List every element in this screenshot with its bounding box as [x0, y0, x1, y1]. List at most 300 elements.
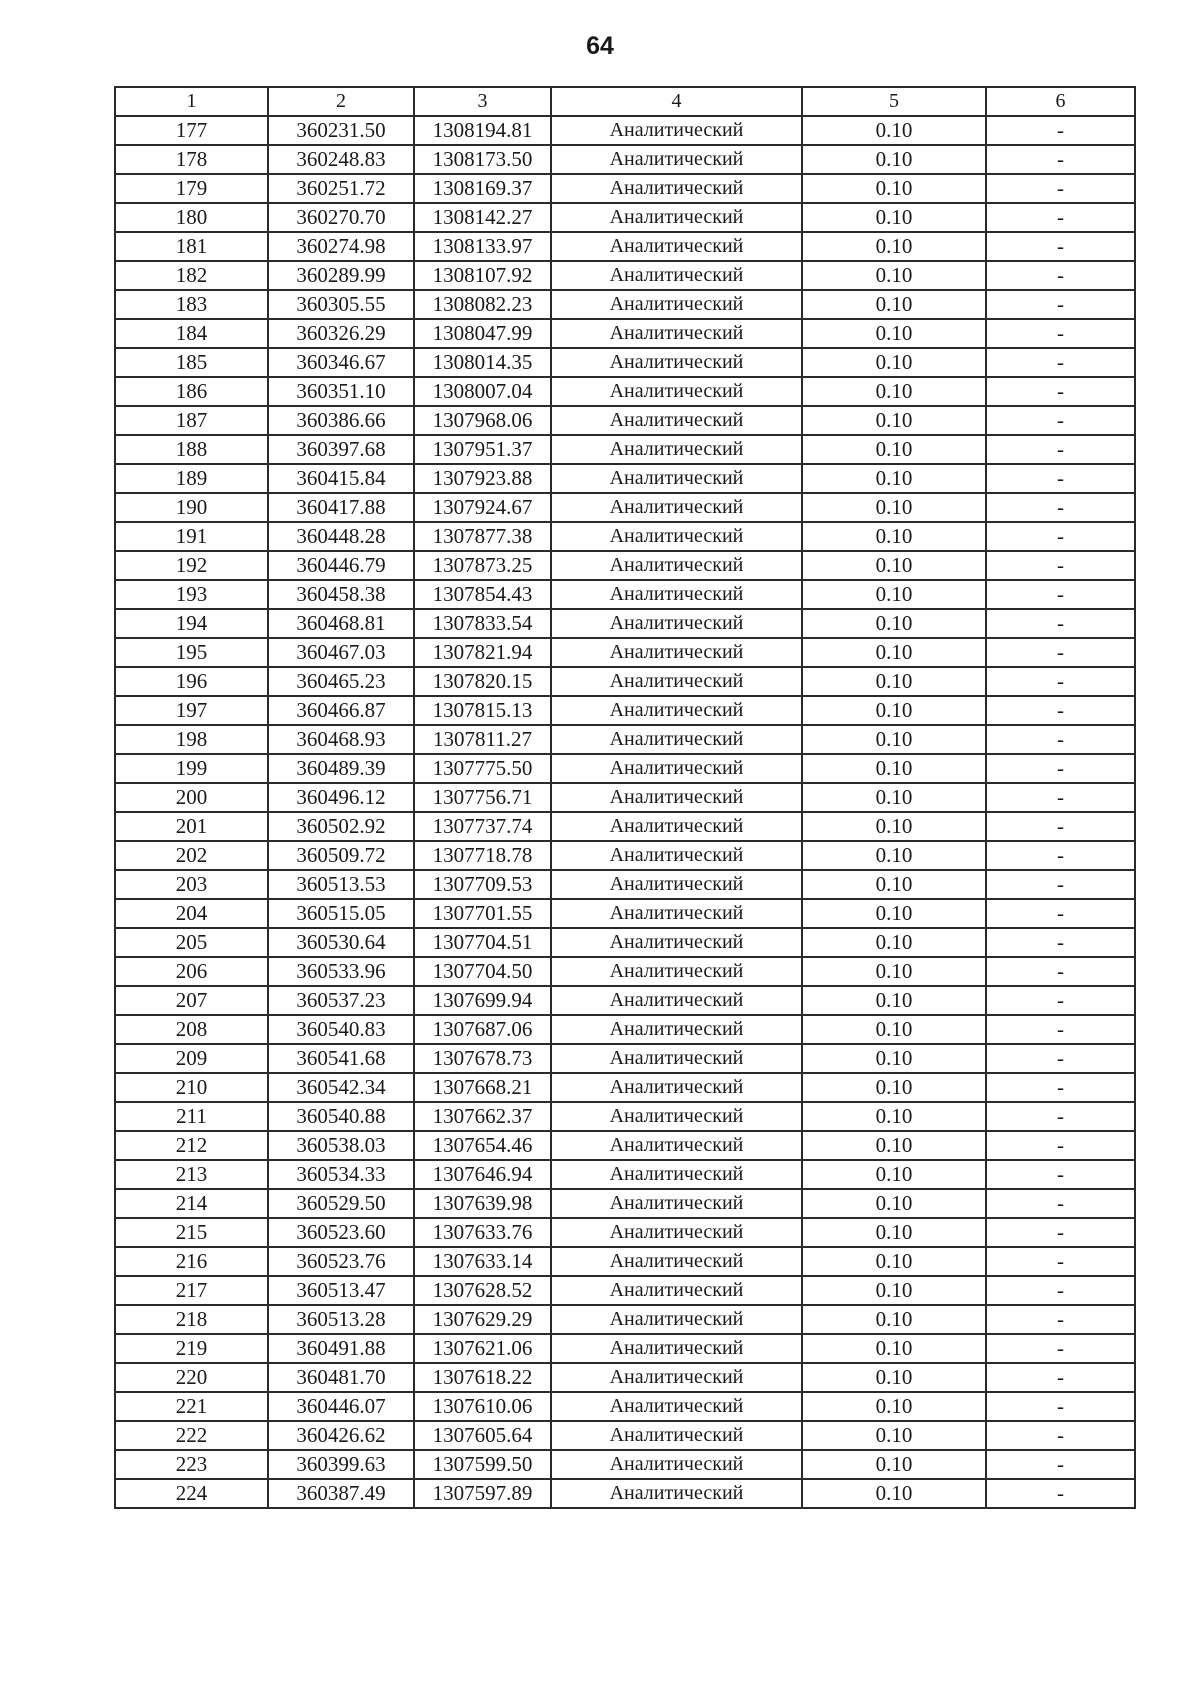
point-number-cell: 205 — [115, 928, 268, 957]
point-number-cell: 200 — [115, 783, 268, 812]
method-cell: Аналитический — [551, 435, 802, 464]
table-row — [115, 725, 1135, 754]
note-cell: - — [986, 1421, 1135, 1450]
method-cell: Аналитический — [551, 1421, 802, 1450]
x-coordinate-cell: 360351.10 — [268, 377, 414, 406]
table-row — [115, 145, 1135, 174]
table-row — [115, 899, 1135, 928]
point-number-cell: 184 — [115, 319, 268, 348]
note-cell: - — [986, 1073, 1135, 1102]
precision-cell: 0.10 — [802, 1044, 986, 1073]
table-row — [115, 435, 1135, 464]
x-coordinate-cell: 360326.29 — [268, 319, 414, 348]
y-coordinate-cell: 1307633.14 — [414, 1247, 551, 1276]
point-number-cell: 219 — [115, 1334, 268, 1363]
y-coordinate-cell: 1308014.35 — [414, 348, 551, 377]
method-cell: Аналитический — [551, 145, 802, 174]
precision-cell: 0.10 — [802, 899, 986, 928]
point-number-cell: 212 — [115, 1131, 268, 1160]
precision-cell: 0.10 — [802, 1392, 986, 1421]
method-cell: Аналитический — [551, 696, 802, 725]
note-cell: - — [986, 783, 1135, 812]
precision-cell: 0.10 — [802, 174, 986, 203]
x-coordinate-cell: 360496.12 — [268, 783, 414, 812]
method-cell: Аналитический — [551, 348, 802, 377]
precision-cell: 0.10 — [802, 1160, 986, 1189]
precision-cell: 0.10 — [802, 348, 986, 377]
table-body — [115, 116, 1135, 1508]
point-number-cell: 221 — [115, 1392, 268, 1421]
method-cell: Аналитический — [551, 754, 802, 783]
table-row — [115, 1334, 1135, 1363]
precision-cell: 0.10 — [802, 116, 986, 145]
table-row — [115, 1363, 1135, 1392]
note-cell: - — [986, 841, 1135, 870]
y-coordinate-cell: 1307621.06 — [414, 1334, 551, 1363]
note-cell: - — [986, 1160, 1135, 1189]
table-row — [115, 1276, 1135, 1305]
y-coordinate-cell: 1307687.06 — [414, 1015, 551, 1044]
point-number-cell: 220 — [115, 1363, 268, 1392]
y-coordinate-cell: 1308173.50 — [414, 145, 551, 174]
note-cell: - — [986, 986, 1135, 1015]
note-cell: - — [986, 870, 1135, 899]
precision-cell: 0.10 — [802, 812, 986, 841]
point-number-cell: 181 — [115, 232, 268, 261]
x-coordinate-cell: 360386.66 — [268, 406, 414, 435]
y-coordinate-cell: 1307877.38 — [414, 522, 551, 551]
table-row — [115, 754, 1135, 783]
note-cell: - — [986, 957, 1135, 986]
table-row — [115, 1044, 1135, 1073]
point-number-cell: 213 — [115, 1160, 268, 1189]
precision-cell: 0.10 — [802, 522, 986, 551]
x-coordinate-cell: 360540.83 — [268, 1015, 414, 1044]
point-number-cell: 194 — [115, 609, 268, 638]
point-number-cell: 201 — [115, 812, 268, 841]
point-number-cell: 210 — [115, 1073, 268, 1102]
table-row — [115, 203, 1135, 232]
x-coordinate-cell: 360465.23 — [268, 667, 414, 696]
precision-cell: 0.10 — [802, 1276, 986, 1305]
x-coordinate-cell: 360530.64 — [268, 928, 414, 957]
method-cell: Аналитический — [551, 1102, 802, 1131]
method-cell: Аналитический — [551, 812, 802, 841]
precision-cell: 0.10 — [802, 696, 986, 725]
note-cell: - — [986, 1218, 1135, 1247]
precision-cell: 0.10 — [802, 609, 986, 638]
x-coordinate-cell: 360458.38 — [268, 580, 414, 609]
y-coordinate-cell: 1307701.55 — [414, 899, 551, 928]
x-coordinate-cell: 360489.39 — [268, 754, 414, 783]
precision-cell: 0.10 — [802, 1305, 986, 1334]
method-cell: Аналитический — [551, 1218, 802, 1247]
note-cell: - — [986, 609, 1135, 638]
note-cell: - — [986, 1334, 1135, 1363]
x-coordinate-cell: 360399.63 — [268, 1450, 414, 1479]
y-coordinate-cell: 1307923.88 — [414, 464, 551, 493]
precision-cell: 0.10 — [802, 1073, 986, 1102]
note-cell: - — [986, 725, 1135, 754]
x-coordinate-cell: 360467.03 — [268, 638, 414, 667]
method-cell: Аналитический — [551, 1450, 802, 1479]
y-coordinate-cell: 1307951.37 — [414, 435, 551, 464]
y-coordinate-cell: 1307756.71 — [414, 783, 551, 812]
note-cell: - — [986, 406, 1135, 435]
x-coordinate-cell: 360541.68 — [268, 1044, 414, 1073]
table-row — [115, 1160, 1135, 1189]
point-number-cell: 216 — [115, 1247, 268, 1276]
table-row — [115, 232, 1135, 261]
table-row — [115, 1015, 1135, 1044]
note-cell: - — [986, 696, 1135, 725]
note-cell: - — [986, 812, 1135, 841]
point-number-cell: 222 — [115, 1421, 268, 1450]
x-coordinate-cell: 360417.88 — [268, 493, 414, 522]
note-cell: - — [986, 1450, 1135, 1479]
y-coordinate-cell: 1307599.50 — [414, 1450, 551, 1479]
precision-cell: 0.10 — [802, 319, 986, 348]
y-coordinate-cell: 1307968.06 — [414, 406, 551, 435]
note-cell: - — [986, 1305, 1135, 1334]
note-cell: - — [986, 928, 1135, 957]
table-row — [115, 609, 1135, 638]
point-number-cell: 187 — [115, 406, 268, 435]
table-row — [115, 348, 1135, 377]
table-row — [115, 522, 1135, 551]
point-number-cell: 203 — [115, 870, 268, 899]
point-number-cell: 189 — [115, 464, 268, 493]
precision-cell: 0.10 — [802, 1479, 986, 1508]
method-cell: Аналитический — [551, 1334, 802, 1363]
table-row — [115, 174, 1135, 203]
precision-cell: 0.10 — [802, 1189, 986, 1218]
header-row — [115, 87, 1135, 116]
note-cell: - — [986, 1044, 1135, 1073]
method-cell: Аналитический — [551, 261, 802, 290]
method-cell: Аналитический — [551, 1305, 802, 1334]
note-cell: - — [986, 1015, 1135, 1044]
point-number-cell: 202 — [115, 841, 268, 870]
y-coordinate-cell: 1307699.94 — [414, 986, 551, 1015]
table-row — [115, 1421, 1135, 1450]
note-cell: - — [986, 174, 1135, 203]
method-cell: Аналитический — [551, 1479, 802, 1508]
note-cell: - — [986, 1479, 1135, 1508]
y-coordinate-cell: 1307654.46 — [414, 1131, 551, 1160]
x-coordinate-cell: 360509.72 — [268, 841, 414, 870]
y-coordinate-cell: 1307873.25 — [414, 551, 551, 580]
point-number-cell: 195 — [115, 638, 268, 667]
note-cell: - — [986, 638, 1135, 667]
y-coordinate-cell: 1307646.94 — [414, 1160, 551, 1189]
note-cell: - — [986, 1392, 1135, 1421]
y-coordinate-cell: 1307704.51 — [414, 928, 551, 957]
x-coordinate-cell: 360534.33 — [268, 1160, 414, 1189]
point-number-cell: 207 — [115, 986, 268, 1015]
point-number-cell: 214 — [115, 1189, 268, 1218]
y-coordinate-cell: 1307854.43 — [414, 580, 551, 609]
table-row — [115, 1218, 1135, 1247]
note-cell: - — [986, 580, 1135, 609]
point-number-cell: 190 — [115, 493, 268, 522]
x-coordinate-cell: 360346.67 — [268, 348, 414, 377]
method-cell: Аналитический — [551, 551, 802, 580]
y-coordinate-cell: 1307633.76 — [414, 1218, 551, 1247]
precision-cell: 0.10 — [802, 1450, 986, 1479]
precision-cell: 0.10 — [802, 493, 986, 522]
note-cell: - — [986, 261, 1135, 290]
note-cell: - — [986, 1102, 1135, 1131]
header-cell-point-number: 1 — [115, 87, 268, 116]
point-number-cell: 185 — [115, 348, 268, 377]
y-coordinate-cell: 1307628.52 — [414, 1276, 551, 1305]
note-cell: - — [986, 493, 1135, 522]
precision-cell: 0.10 — [802, 1218, 986, 1247]
x-coordinate-cell: 360289.99 — [268, 261, 414, 290]
method-cell: Аналитический — [551, 580, 802, 609]
x-coordinate-cell: 360537.23 — [268, 986, 414, 1015]
precision-cell: 0.10 — [802, 406, 986, 435]
precision-cell: 0.10 — [802, 232, 986, 261]
table-row — [115, 928, 1135, 957]
table-row — [115, 1392, 1135, 1421]
point-number-cell: 180 — [115, 203, 268, 232]
x-coordinate-cell: 360491.88 — [268, 1334, 414, 1363]
table-row — [115, 696, 1135, 725]
x-coordinate-cell: 360446.79 — [268, 551, 414, 580]
x-coordinate-cell: 360523.76 — [268, 1247, 414, 1276]
note-cell: - — [986, 377, 1135, 406]
x-coordinate-cell: 360274.98 — [268, 232, 414, 261]
point-number-cell: 217 — [115, 1276, 268, 1305]
method-cell: Аналитический — [551, 1073, 802, 1102]
point-number-cell: 223 — [115, 1450, 268, 1479]
table-row — [115, 580, 1135, 609]
y-coordinate-cell: 1307678.73 — [414, 1044, 551, 1073]
point-number-cell: 182 — [115, 261, 268, 290]
coordinates-table — [114, 86, 1136, 1509]
point-number-cell: 196 — [115, 667, 268, 696]
table-row — [115, 1131, 1135, 1160]
table-row — [115, 841, 1135, 870]
table-row — [115, 638, 1135, 667]
note-cell: - — [986, 232, 1135, 261]
y-coordinate-cell: 1307709.53 — [414, 870, 551, 899]
method-cell: Аналитический — [551, 1044, 802, 1073]
note-cell: - — [986, 1247, 1135, 1276]
x-coordinate-cell: 360248.83 — [268, 145, 414, 174]
y-coordinate-cell: 1308133.97 — [414, 232, 551, 261]
method-cell: Аналитический — [551, 899, 802, 928]
y-coordinate-cell: 1308194.81 — [414, 116, 551, 145]
table-row — [115, 1450, 1135, 1479]
y-coordinate-cell: 1308082.23 — [414, 290, 551, 319]
x-coordinate-cell: 360446.07 — [268, 1392, 414, 1421]
table-row — [115, 783, 1135, 812]
table-row — [115, 261, 1135, 290]
point-number-cell: 177 — [115, 116, 268, 145]
x-coordinate-cell: 360513.47 — [268, 1276, 414, 1305]
y-coordinate-cell: 1307718.78 — [414, 841, 551, 870]
y-coordinate-cell: 1307662.37 — [414, 1102, 551, 1131]
method-cell: Аналитический — [551, 464, 802, 493]
point-number-cell: 206 — [115, 957, 268, 986]
precision-cell: 0.10 — [802, 1334, 986, 1363]
x-coordinate-cell: 360481.70 — [268, 1363, 414, 1392]
note-cell: - — [986, 1131, 1135, 1160]
page-number: 64 — [586, 32, 614, 60]
point-number-cell: 208 — [115, 1015, 268, 1044]
method-cell: Аналитический — [551, 232, 802, 261]
table-row — [115, 1102, 1135, 1131]
note-cell: - — [986, 348, 1135, 377]
x-coordinate-cell: 360542.34 — [268, 1073, 414, 1102]
point-number-cell: 193 — [115, 580, 268, 609]
header-cell-x: 2 — [268, 87, 414, 116]
precision-cell: 0.10 — [802, 1015, 986, 1044]
y-coordinate-cell: 1307629.29 — [414, 1305, 551, 1334]
x-coordinate-cell: 360305.55 — [268, 290, 414, 319]
table-row — [115, 870, 1135, 899]
x-coordinate-cell: 360515.05 — [268, 899, 414, 928]
method-cell: Аналитический — [551, 1015, 802, 1044]
method-cell: Аналитический — [551, 290, 802, 319]
note-cell: - — [986, 754, 1135, 783]
y-coordinate-cell: 1307597.89 — [414, 1479, 551, 1508]
method-cell: Аналитический — [551, 841, 802, 870]
method-cell: Аналитический — [551, 1247, 802, 1276]
note-cell: - — [986, 551, 1135, 580]
method-cell: Аналитический — [551, 116, 802, 145]
point-number-cell: 215 — [115, 1218, 268, 1247]
table-row — [115, 290, 1135, 319]
y-coordinate-cell: 1308007.04 — [414, 377, 551, 406]
table-row — [115, 551, 1135, 580]
y-coordinate-cell: 1308047.99 — [414, 319, 551, 348]
precision-cell: 0.10 — [802, 638, 986, 667]
x-coordinate-cell: 360415.84 — [268, 464, 414, 493]
method-cell: Аналитический — [551, 1189, 802, 1218]
x-coordinate-cell: 360251.72 — [268, 174, 414, 203]
method-cell: Аналитический — [551, 203, 802, 232]
point-number-cell: 188 — [115, 435, 268, 464]
point-number-cell: 191 — [115, 522, 268, 551]
x-coordinate-cell: 360468.93 — [268, 725, 414, 754]
x-coordinate-cell: 360426.62 — [268, 1421, 414, 1450]
x-coordinate-cell: 360513.53 — [268, 870, 414, 899]
table-row — [115, 986, 1135, 1015]
x-coordinate-cell: 360529.50 — [268, 1189, 414, 1218]
method-cell: Аналитический — [551, 174, 802, 203]
note-cell: - — [986, 899, 1135, 928]
precision-cell: 0.10 — [802, 986, 986, 1015]
y-coordinate-cell: 1308142.27 — [414, 203, 551, 232]
precision-cell: 0.10 — [802, 145, 986, 174]
y-coordinate-cell: 1307605.64 — [414, 1421, 551, 1450]
y-coordinate-cell: 1308169.37 — [414, 174, 551, 203]
precision-cell: 0.10 — [802, 841, 986, 870]
table-row — [115, 319, 1135, 348]
x-coordinate-cell: 360538.03 — [268, 1131, 414, 1160]
precision-cell: 0.10 — [802, 1363, 986, 1392]
y-coordinate-cell: 1307704.50 — [414, 957, 551, 986]
precision-cell: 0.10 — [802, 551, 986, 580]
point-number-cell: 183 — [115, 290, 268, 319]
table-row — [115, 116, 1135, 145]
method-cell: Аналитический — [551, 783, 802, 812]
y-coordinate-cell: 1307639.98 — [414, 1189, 551, 1218]
y-coordinate-cell: 1307833.54 — [414, 609, 551, 638]
precision-cell: 0.10 — [802, 1102, 986, 1131]
x-coordinate-cell: 360533.96 — [268, 957, 414, 986]
y-coordinate-cell: 1307811.27 — [414, 725, 551, 754]
point-number-cell: 186 — [115, 377, 268, 406]
precision-cell: 0.10 — [802, 261, 986, 290]
precision-cell: 0.10 — [802, 290, 986, 319]
y-coordinate-cell: 1307821.94 — [414, 638, 551, 667]
precision-cell: 0.10 — [802, 1131, 986, 1160]
x-coordinate-cell: 360502.92 — [268, 812, 414, 841]
method-cell: Аналитический — [551, 638, 802, 667]
note-cell: - — [986, 1189, 1135, 1218]
method-cell: Аналитический — [551, 406, 802, 435]
table-row — [115, 377, 1135, 406]
note-cell: - — [986, 145, 1135, 174]
y-coordinate-cell: 1307737.74 — [414, 812, 551, 841]
table-row — [115, 493, 1135, 522]
note-cell: - — [986, 435, 1135, 464]
table-row — [115, 957, 1135, 986]
y-coordinate-cell: 1307924.67 — [414, 493, 551, 522]
x-coordinate-cell: 360540.88 — [268, 1102, 414, 1131]
method-cell: Аналитический — [551, 986, 802, 1015]
method-cell: Аналитический — [551, 377, 802, 406]
precision-cell: 0.10 — [802, 957, 986, 986]
note-cell: - — [986, 319, 1135, 348]
precision-cell: 0.10 — [802, 1247, 986, 1276]
point-number-cell: 178 — [115, 145, 268, 174]
note-cell: - — [986, 522, 1135, 551]
x-coordinate-cell: 360523.60 — [268, 1218, 414, 1247]
method-cell: Аналитический — [551, 725, 802, 754]
note-cell: - — [986, 116, 1135, 145]
method-cell: Аналитический — [551, 522, 802, 551]
x-coordinate-cell: 360231.50 — [268, 116, 414, 145]
note-cell: - — [986, 290, 1135, 319]
precision-cell: 0.10 — [802, 1421, 986, 1450]
method-cell: Аналитический — [551, 609, 802, 638]
precision-cell: 0.10 — [802, 783, 986, 812]
x-coordinate-cell: 360270.70 — [268, 203, 414, 232]
x-coordinate-cell: 360468.81 — [268, 609, 414, 638]
precision-cell: 0.10 — [802, 667, 986, 696]
table-row — [115, 1247, 1135, 1276]
table-row — [115, 1479, 1135, 1508]
precision-cell: 0.10 — [802, 725, 986, 754]
table-row — [115, 1189, 1135, 1218]
x-coordinate-cell: 360387.49 — [268, 1479, 414, 1508]
point-number-cell: 197 — [115, 696, 268, 725]
x-coordinate-cell: 360397.68 — [268, 435, 414, 464]
method-cell: Аналитический — [551, 319, 802, 348]
precision-cell: 0.10 — [802, 754, 986, 783]
method-cell: Аналитический — [551, 667, 802, 696]
precision-cell: 0.10 — [802, 580, 986, 609]
point-number-cell: 211 — [115, 1102, 268, 1131]
precision-cell: 0.10 — [802, 870, 986, 899]
method-cell: Аналитический — [551, 1392, 802, 1421]
